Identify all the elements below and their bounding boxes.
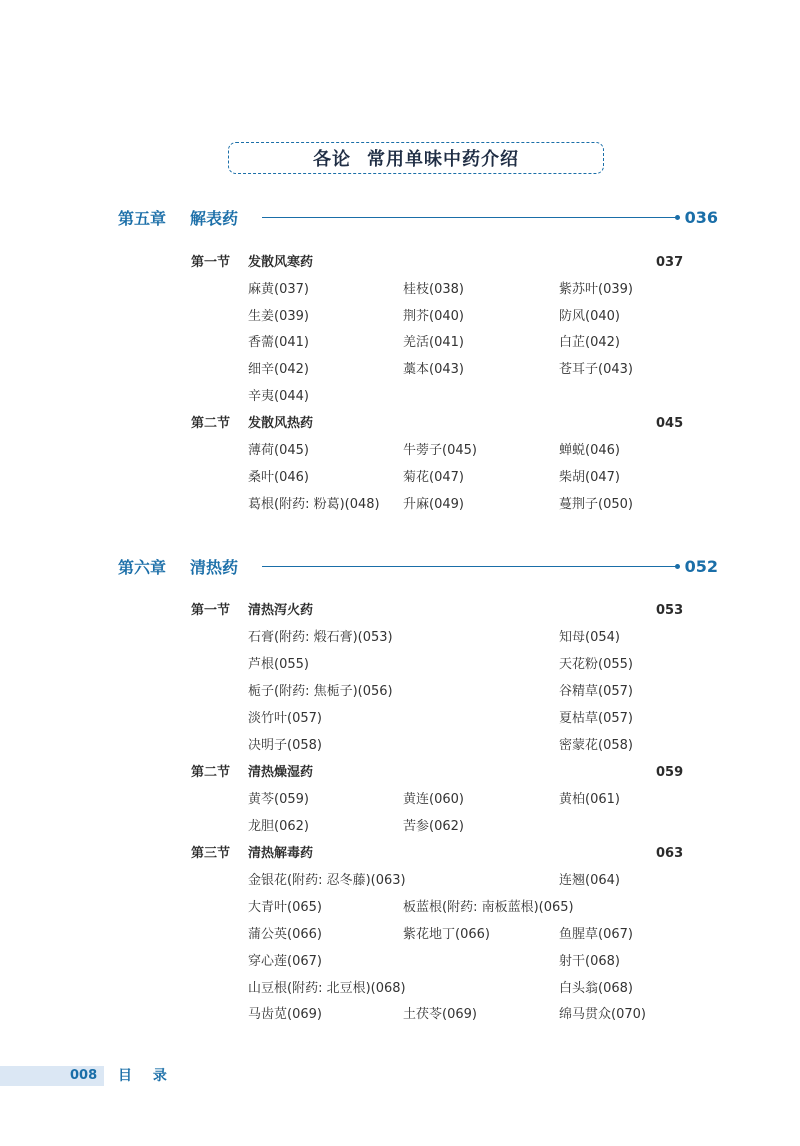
entry[interactable]: 大青叶(065)	[248, 900, 322, 915]
entry[interactable]: 防风(040)	[559, 309, 620, 324]
entry[interactable]: 黄柏(061)	[559, 792, 620, 807]
entry[interactable]: 穿心莲(067)	[248, 954, 322, 969]
entry[interactable]: 羌活(041)	[403, 335, 464, 350]
footer-page-number: 008	[70, 1068, 98, 1083]
entry[interactable]: 黄连(060)	[403, 792, 464, 807]
entry[interactable]: 芦根(055)	[248, 657, 309, 672]
part-heading	[228, 142, 604, 174]
section-page: 063	[656, 846, 684, 861]
entry[interactable]: 山豆根(附药: 北豆根)(068)	[248, 981, 406, 996]
chapter-number: 第六章	[118, 557, 167, 577]
section-number: 第二节	[191, 765, 231, 780]
entry[interactable]: 香薷(041)	[248, 335, 309, 350]
entry[interactable]: 紫苏叶(039)	[559, 282, 633, 297]
leader-line	[262, 566, 677, 567]
chapter-page: 036	[684, 207, 718, 227]
part-title: 常用单味中药介绍	[367, 149, 519, 170]
entry[interactable]: 龙胆(062)	[248, 819, 309, 834]
entry[interactable]: 麻黄(037)	[248, 282, 309, 297]
entry[interactable]: 细辛(042)	[248, 362, 309, 377]
section-page: 053	[656, 603, 684, 618]
section-page: 045	[656, 416, 684, 431]
entry[interactable]: 板蓝根(附药: 南板蓝根)(065)	[403, 900, 574, 915]
entry[interactable]: 紫花地丁(066)	[403, 927, 490, 942]
chapter-number: 第五章	[118, 208, 167, 228]
footer-title: 目 录	[118, 1068, 175, 1084]
entry[interactable]: 谷精草(057)	[559, 684, 633, 699]
entry[interactable]: 牛蒡子(045)	[403, 443, 477, 458]
entry[interactable]: 射干(068)	[559, 954, 620, 969]
entry[interactable]: 密蒙花(058)	[559, 738, 633, 753]
entry[interactable]: 柴胡(047)	[559, 470, 620, 485]
section-title: 清热泻火药	[248, 603, 314, 618]
entry[interactable]: 鱼腥草(067)	[559, 927, 633, 942]
entry[interactable]: 薄荷(045)	[248, 443, 309, 458]
entry[interactable]: 淡竹叶(057)	[248, 711, 322, 726]
section-number: 第一节	[191, 255, 231, 270]
entry[interactable]: 夏枯草(057)	[559, 711, 633, 726]
chapter-title: 清热药	[190, 557, 239, 577]
entry[interactable]: 白芷(042)	[559, 335, 620, 350]
section-page: 059	[656, 765, 684, 780]
entry[interactable]: 葛根(附药: 粉葛)(048)	[248, 497, 380, 512]
section-heading[interactable]	[0, 414, 800, 434]
entry[interactable]: 蝉蜕(046)	[559, 443, 620, 458]
section-heading[interactable]	[0, 601, 800, 621]
entry[interactable]: 连翘(064)	[559, 873, 620, 888]
entry[interactable]: 蒲公英(066)	[248, 927, 322, 942]
section-number: 第三节	[191, 846, 231, 861]
chapter-title: 解表药	[190, 208, 239, 228]
chapter-heading[interactable]	[118, 205, 718, 229]
entry[interactable]: 石膏(附药: 煅石膏)(053)	[248, 630, 393, 645]
entry[interactable]: 生姜(039)	[248, 309, 309, 324]
entry[interactable]: 荆芥(040)	[403, 309, 464, 324]
section-title: 发散风寒药	[248, 255, 314, 270]
entry[interactable]: 升麻(049)	[403, 497, 464, 512]
entry[interactable]: 绵马贯众(070)	[559, 1007, 646, 1022]
section-title: 清热解毒药	[248, 846, 314, 861]
entry[interactable]: 天花粉(055)	[559, 657, 633, 672]
entry[interactable]: 桑叶(046)	[248, 470, 309, 485]
entry[interactable]: 金银花(附药: 忍冬藤)(063)	[248, 873, 406, 888]
section-heading[interactable]	[0, 844, 800, 864]
entry[interactable]: 苦参(062)	[403, 819, 464, 834]
section-title: 发散风热药	[248, 416, 314, 431]
entry[interactable]: 土茯苓(069)	[403, 1007, 477, 1022]
chapter-page: 052	[684, 556, 718, 576]
section-page: 037	[656, 255, 684, 270]
entry[interactable]: 菊花(047)	[403, 470, 464, 485]
section-number: 第二节	[191, 416, 231, 431]
leader-line	[262, 217, 677, 218]
entry[interactable]: 栀子(附药: 焦栀子)(056)	[248, 684, 393, 699]
entry[interactable]: 知母(054)	[559, 630, 620, 645]
part-label: 各论	[313, 149, 351, 170]
entry[interactable]: 辛夷(044)	[248, 389, 309, 404]
section-number: 第一节	[191, 603, 231, 618]
entry[interactable]: 桂枝(038)	[403, 282, 464, 297]
section-heading[interactable]	[0, 763, 800, 783]
entry[interactable]: 决明子(058)	[248, 738, 322, 753]
section-heading[interactable]	[0, 253, 800, 273]
entry[interactable]: 黄芩(059)	[248, 792, 309, 807]
entry[interactable]: 马齿苋(069)	[248, 1007, 322, 1022]
chapter-heading[interactable]	[118, 554, 718, 578]
entry[interactable]: 蔓荆子(050)	[559, 497, 633, 512]
section-title: 清热燥湿药	[248, 765, 314, 780]
entry[interactable]: 白头翁(068)	[559, 981, 633, 996]
entry[interactable]: 藁本(043)	[403, 362, 464, 377]
entry[interactable]: 苍耳子(043)	[559, 362, 633, 377]
